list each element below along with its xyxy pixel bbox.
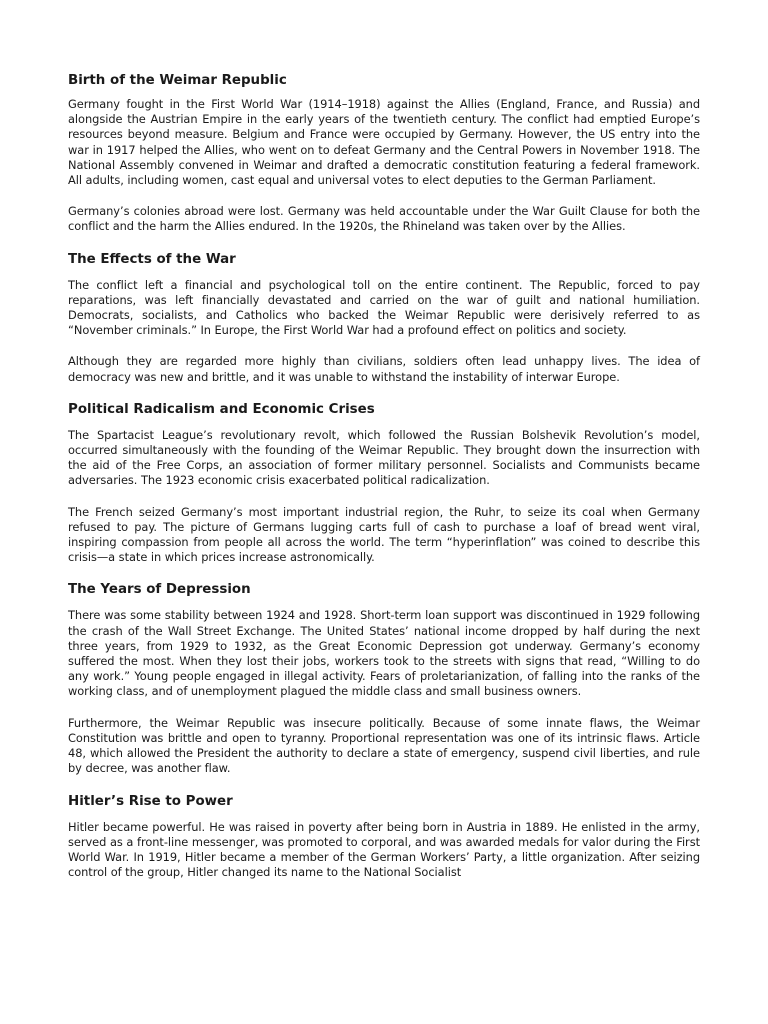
section-heading: Birth of the Weimar Republic <box>68 73 287 88</box>
paragraph: The French seized Germany’s most important industrial region, the Ruhr, to seize its coal when Germany refused to pay. The picture of Germans lugging carts full of cash to purchase a loaf of bread went viral, inspiring compassion from people all across the world. The term “hyperinflation” was coined to describe this crisis—a state in which prices increase astronomically. <box>68 504 700 565</box>
section-political-radicalism <box>68 401 700 566</box>
paragraph: Furthermore, the Weimar Republic was insecure politically. Because of some innate flaws, the Weimar Constitution was brittle and open to tyranny. Proportional representation was one of its intrinsic flaws. Article 48, which allowed the President the authority to declare a state of emergency, suspend civil liberties, and rule by decree, was another flaw. <box>68 715 700 776</box>
paragraph: The Spartacist League’s revolutionary revolt, which followed the Russian Bolshevik Revolution’s model, occurred simultaneously with the founding of the Weimar Republic. They brought down the insurrection with the aid of the Free Corps, an association of former military personnel. Socialists and Communists became adversaries. The 1923 economic crisis exacerbated political radicalization. <box>68 427 700 488</box>
paragraph: There was some stability between 1924 and 1928. Short-term loan support was discontinued in 1929 following the crash of the Wall Street Exchange. The United States’ national income dropped by half during the next three years, from 1929 to 1932, as the Great Economic Depression got underway. Germany’s economy suffered the most. When they lost their jobs, workers took to the streets with signs that read, “Willing to do any work.” Young people engaged in illegal activity. Fears of proletarianization, of falling into the ranks of the working class, and of unemployment plagued the middle class and small business owners. <box>68 608 700 699</box>
paragraph: The conflict left a financial and psychological toll on the entire continent. The Republic, forced to pay reparations, was left financially devastated and carried on the war of guilt and national humiliation. Democrats, socialists, and Catholics who backed the Weimar Republic were derisively referred to as “November criminals.” In Europe, the First World War had a profound effect on politics and society. <box>68 277 700 338</box>
section-birth-of-weimar <box>68 72 700 235</box>
section-heading: Political Radicalism and Economic Crises <box>68 401 375 417</box>
section-effects-of-war <box>68 251 700 385</box>
section-heading: The Effects of the War <box>68 251 236 267</box>
section-heading: Hitler’s Rise to Power <box>68 793 233 809</box>
document-page <box>68 72 700 883</box>
paragraph: Although they are regarded more highly than civilians, soldiers often lead unhappy lives. The idea of democracy was new and brittle, and it was unable to withstand the instability of interwar Europe. <box>68 354 700 384</box>
paragraph: Germany’s colonies abroad were lost. Germany was held accountable under the War Guilt Clause for both the conflict and the harm the Allies endured. In the 1920s, the Rhineland was taken over by the Allies. <box>68 204 700 234</box>
section-hitlers-rise <box>68 793 700 881</box>
section-years-of-depression <box>68 581 700 776</box>
paragraph: Germany fought in the First World War (1914–1918) against the Allies (England, France, and Russia) and alongside the Austrian Empire in the early years of the twentieth century. The conflict had emptied Europe’s resources beyond measure. Belgium and France were occupied by Germany. However, the US entry into the war in 1917 helped the Allies, who went on to defeat Germany and the Central Powers in November 1918. The National Assembly convened in Weimar and drafted a democratic constitution featuring a federal framework. All adults, including women, cast equal and universal votes to elect deputies to the German Parliament. <box>68 97 700 188</box>
section-heading: The Years of Depression <box>68 582 251 598</box>
paragraph: Hitler became powerful. He was raised in poverty after being born in Austria in 1889. He enlisted in the army, served as a front-line messenger, was promoted to corporal, and was awarded medals for valor during the First World War. In 1919, Hitler became a member of the German Workers’ Party, a little organization. After seizing control of the group, Hitler changed its name to the National Socialist <box>68 819 700 880</box>
